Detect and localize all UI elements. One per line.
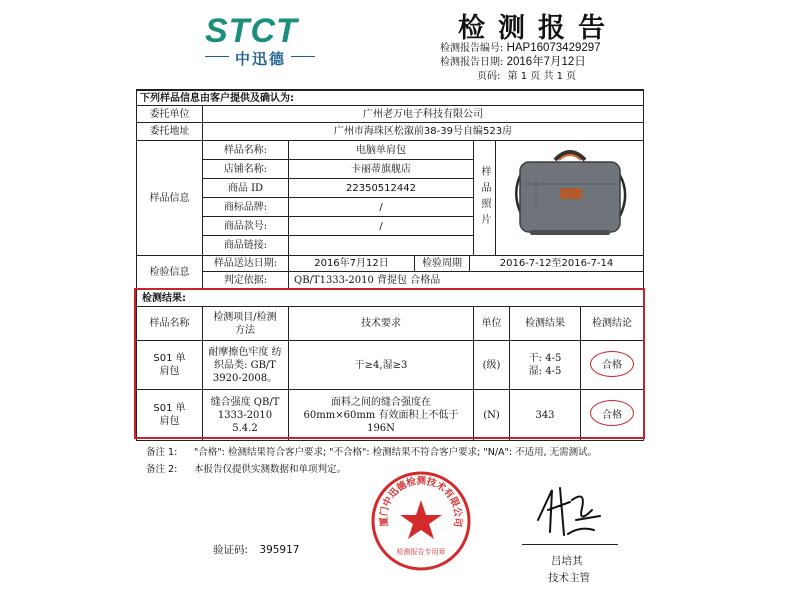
row2-result: 343 — [535, 409, 555, 421]
receive-date-value: 2016年7月12日 — [314, 258, 389, 269]
note-2-label: 备注 2: — [146, 464, 178, 475]
col-header-unit: 单位 — [481, 318, 502, 329]
row2-conclusion: 合格 — [602, 409, 622, 421]
page-number-label: 页码: — [477, 71, 501, 82]
official-stamp — [370, 470, 472, 572]
results-highlight-box — [134, 288, 645, 439]
page-title: 检测报告 — [458, 13, 618, 44]
sample-photo-label: 样品照片 — [479, 166, 490, 230]
stamp-text: 厦门中迅德检测技术有限公司 — [378, 475, 464, 528]
results-section-title: 检测结果: — [142, 292, 186, 304]
period-label: 检验周期 — [422, 258, 462, 269]
row1-item: 耐摩擦色牢度 纺织品类: GB/T 3920-2008。 — [208, 346, 282, 384]
logo-wordmark: STCT — [205, 12, 298, 50]
basis-label: 判定依据: — [223, 274, 268, 286]
col-header-conclusion: 检测结论 — [592, 318, 632, 329]
row1-conclusion: 合格 — [602, 359, 622, 371]
row1-unit: (级) — [482, 359, 501, 371]
signature-line — [522, 544, 618, 545]
stamp-subtitle: 检测报告专用章 — [396, 548, 446, 556]
row2-item: 缝合强度 QB/T 1333-2010 5.4.2 — [210, 396, 280, 434]
col-header-result: 检测结果 — [525, 318, 565, 329]
sample-group-label: 样品信息 — [149, 192, 190, 204]
report-date-value: 2016年7月12日 — [506, 56, 586, 68]
inspection-group-label: 检验信息 — [149, 266, 190, 278]
page-number — [477, 67, 576, 82]
company-logo — [205, 12, 325, 72]
report-date-label: 检测报告日期: — [440, 57, 504, 68]
note-1-label: 备注 1: — [146, 447, 178, 458]
signer-name: 吕培其 — [551, 555, 583, 567]
row1-result-dry: 干: 4-5 — [528, 353, 562, 364]
product-link-label: 商品链接: — [223, 240, 268, 251]
page-number-value: 第 1 页 共 1 页 — [507, 71, 577, 82]
shop-name-value: 卡丽蒂旗舰店 — [351, 163, 411, 175]
verify-code-label: 验证码: — [213, 544, 249, 556]
row1-requirement: 干≥4,湿≥3 — [354, 359, 408, 371]
col-header-item: 检测项目/检测方法 — [213, 311, 277, 336]
row2-sample: S01 单肩包 — [153, 403, 186, 427]
report-number-value: HAP16073429297 — [506, 42, 601, 54]
col-header-sample: 样品名称 — [149, 318, 190, 329]
col-header-requirement: 技术要求 — [361, 318, 401, 329]
client-unit-value: 广州老万电子科技有限公司 — [363, 108, 483, 120]
product-id-label: 商品 ID — [227, 182, 264, 194]
signature-scribble — [530, 480, 610, 540]
sample-name-label: 样品名称: — [223, 144, 268, 156]
stamp-seal-icon — [370, 470, 472, 572]
brand-value: / — [379, 201, 383, 213]
sample-name-value: 电脑单肩包 — [356, 144, 406, 156]
laptop-bag-image — [500, 142, 640, 252]
model-label: 商品款号: — [223, 220, 268, 232]
report-number-label: 检测报告编号: — [440, 43, 504, 54]
note-1 — [146, 444, 646, 458]
report-number — [440, 39, 601, 54]
verify-code — [213, 542, 299, 557]
sample-photo — [500, 142, 640, 252]
brand-label: 商标品牌: — [223, 201, 268, 213]
verify-code-value: 395917 — [259, 544, 300, 556]
model-value: / — [379, 220, 383, 232]
client-unit-label: 委托单位 — [149, 108, 190, 120]
client-address-value: 广州市海珠区松溆前38-39号自编523房 — [333, 126, 513, 137]
row1-sample: S01 单肩包 — [153, 353, 186, 377]
product-id-value: 22350512442 — [346, 182, 416, 194]
signer-title: 技术主管 — [548, 572, 590, 584]
client-address-label: 委托地址 — [149, 126, 190, 137]
shop-name-label: 店铺名称: — [223, 163, 268, 175]
logo-subtitle: 中迅德 — [235, 50, 287, 68]
row2-unit: (N) — [483, 409, 500, 421]
product-link-value[interactable] — [289, 236, 473, 255]
receive-date-label: 样品送达日期: — [213, 258, 278, 269]
period-value: 2016-7-12至2016-7-14 — [499, 258, 614, 269]
signature — [530, 480, 610, 540]
note-2-text: 本报告仅提供实测数据和单项判定。 — [194, 464, 347, 475]
row1-result-wet: 湿: 4-5 — [528, 366, 562, 377]
basis-value: QB/T1333-2010 背提包 合格品 — [294, 274, 441, 286]
client-section-title: 下列样品信息由客户提供及确认为: — [140, 92, 294, 104]
note-1-text: "合格": 检测结果符合客户要求; "不合格": 检测结果不符合客户要求; "N/A": 不适用, 无需测试。 — [194, 447, 598, 458]
row2-requirement: 面料之间的缝合强度在 60mm×60mm 有效面积上不低于 196N — [303, 396, 459, 434]
